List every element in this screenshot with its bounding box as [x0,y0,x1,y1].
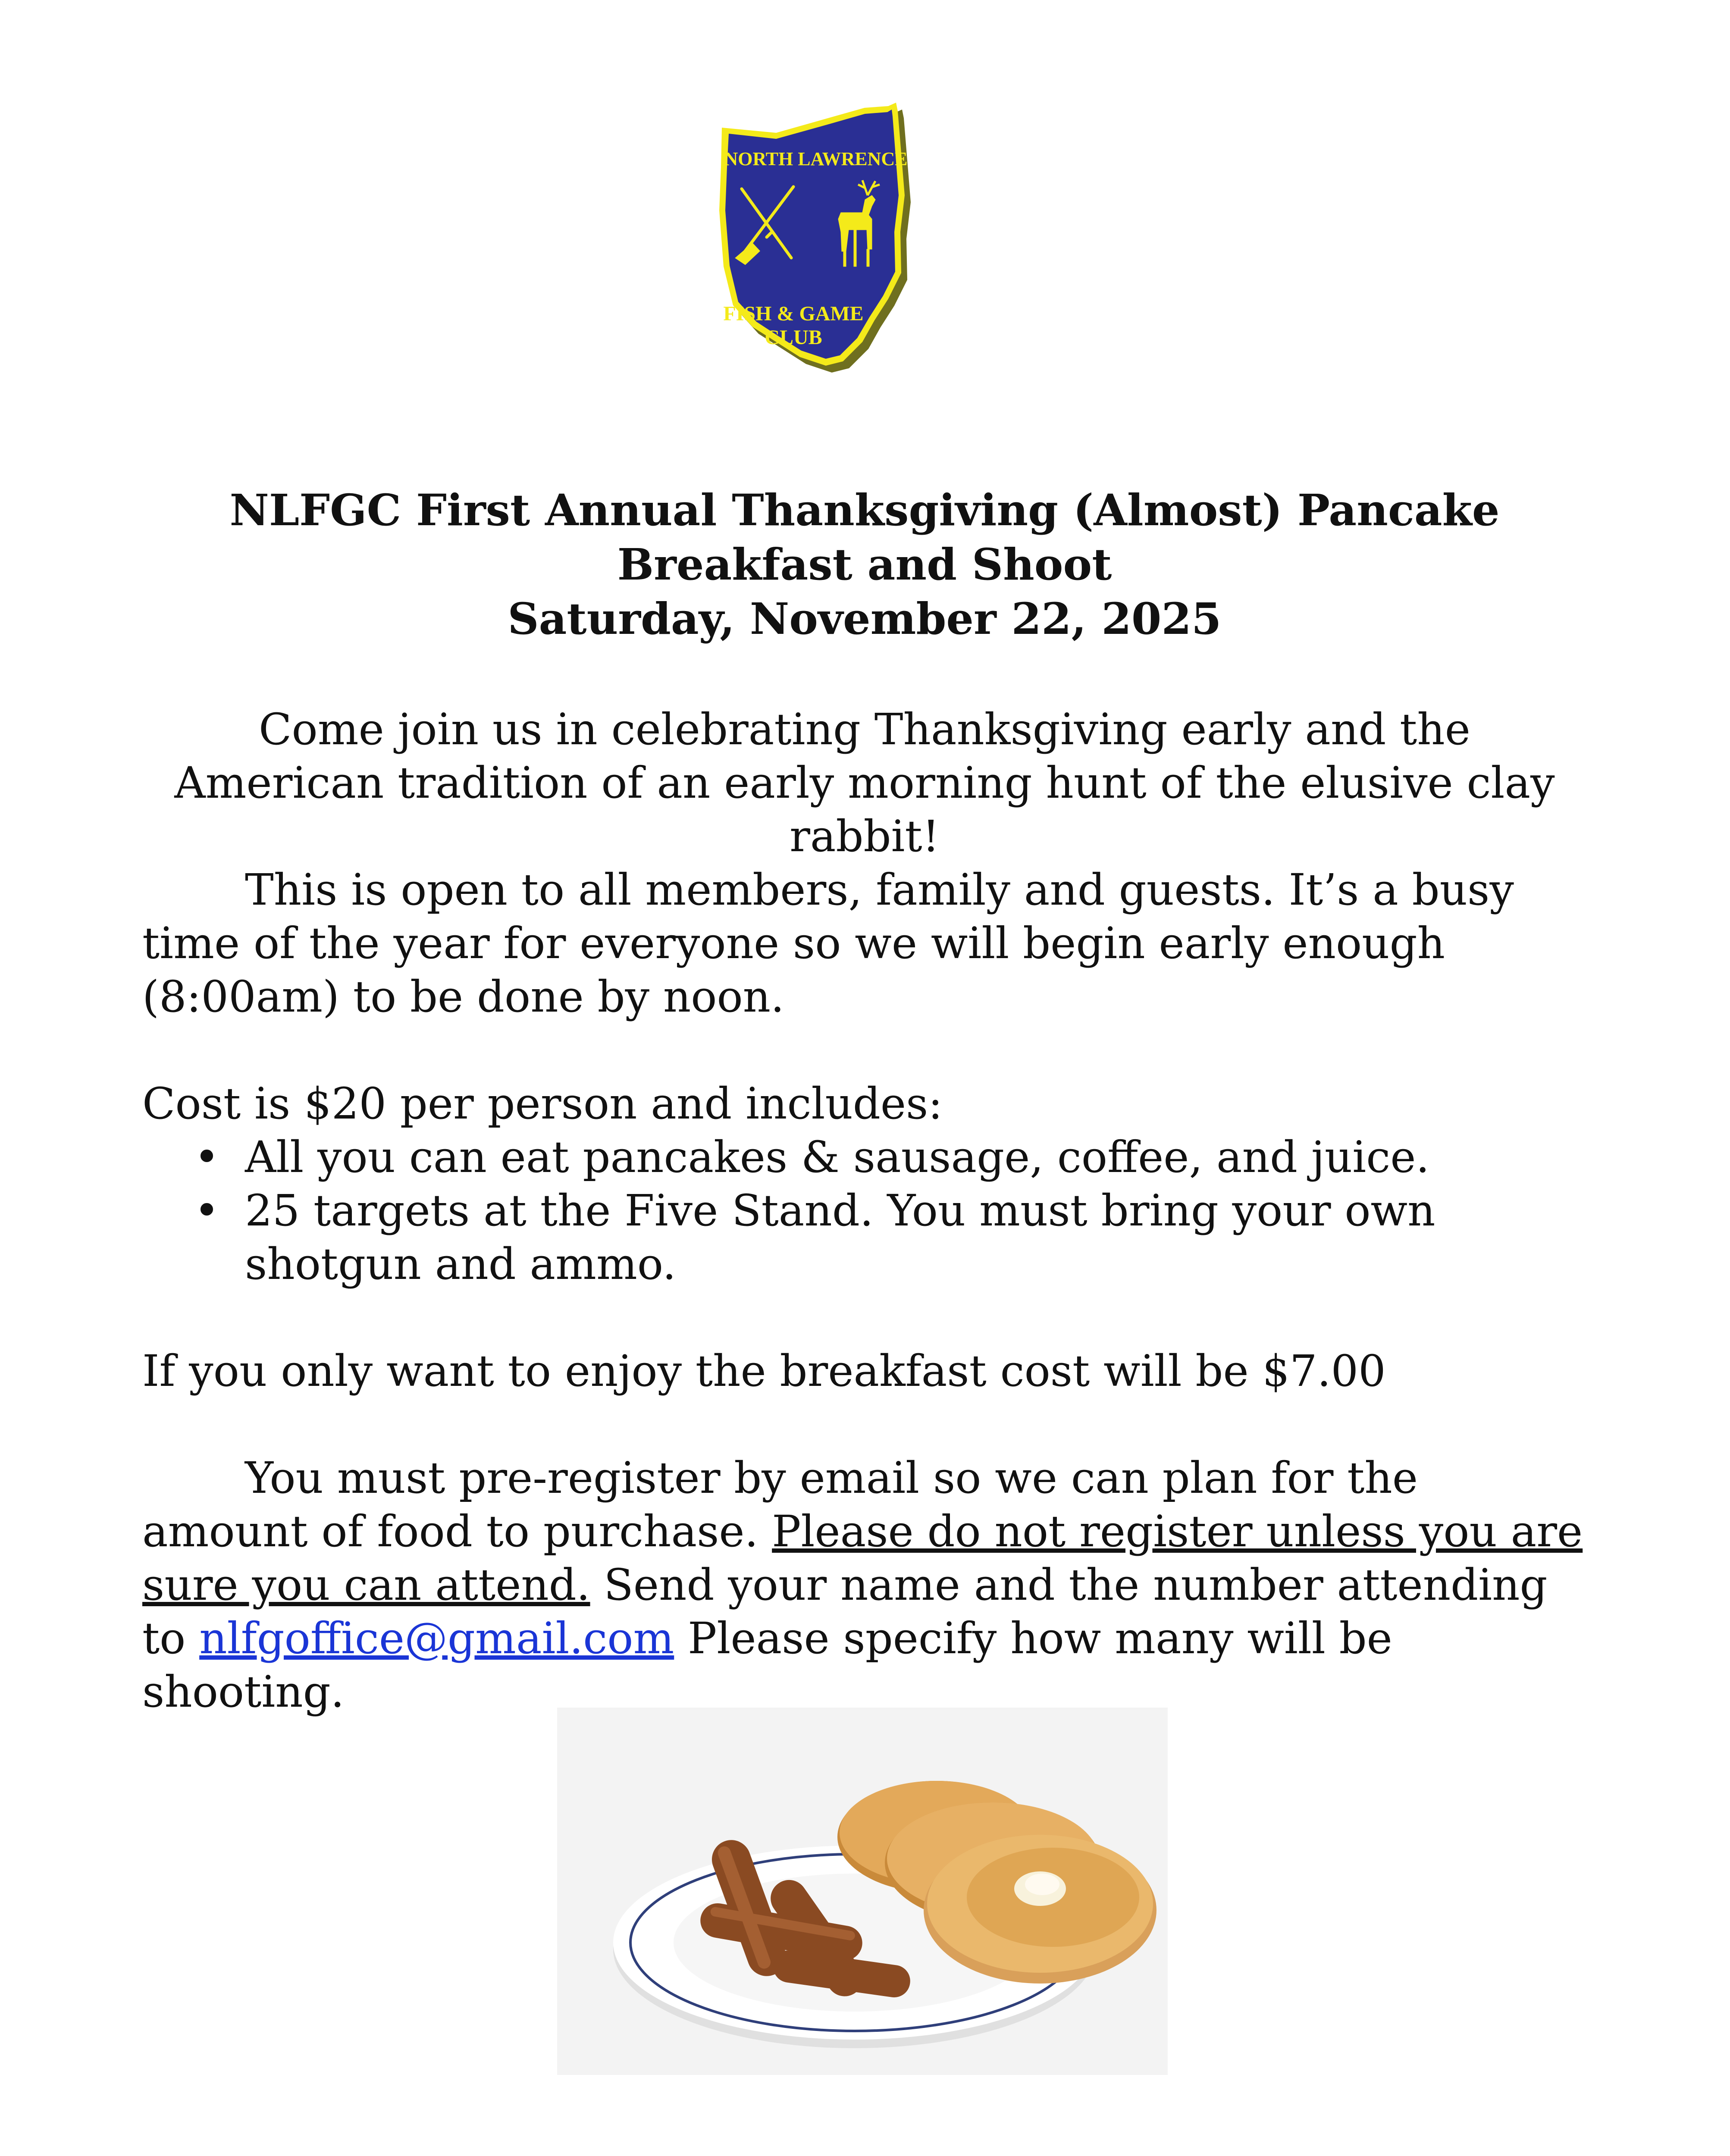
list-item [194,1184,1587,1291]
email-link[interactable]: nlfgoffice@gmail.com [199,1613,674,1664]
registration-paragraph [142,1451,1587,1719]
register-text-2: Send your name and the number attending to [142,1560,1548,1664]
pancakes-and-sausage-illustration [557,1708,1168,2075]
title-line-1: NLFGC First Annual Thanksgiving (Almost) Pancake [229,485,1500,536]
logo-text-north-lawrence: NORTH LAWRENCE [724,148,908,169]
club-logo [711,103,1018,430]
event-title [142,483,1587,646]
intro-line-1: Come join us in celebrating Thanksgiving early and the [259,704,1470,755]
logo-text-fish-game: FISH & GAME [723,302,864,325]
pancake-breakfast-image [557,1708,1168,2075]
title-line-2: Breakfast and Shoot [617,539,1112,590]
open-to-all-paragraph: This is open to all members, family and guests. It’s a busy time of the year for everyone so we will begin early enough (8:00am) to be done by noon. [142,865,1514,1022]
register-text-1: You must pre-register by email so we can plan for the amount of food to purchase. [142,1453,1418,1557]
list-item [194,1131,1587,1184]
intro-line-2: American tradition of an early morning hunt of the elusive clay [174,758,1555,808]
bullet-icon: • [194,1185,219,1236]
bullet-icon: • [194,1132,219,1182]
cost-includes-list [142,1131,1587,1291]
list-item-text: All you can eat pancakes & sausage, coffee, and juice. [245,1132,1430,1182]
register-text-3: Please specify how many will be shooting. [142,1613,1392,1717]
list-item-text: 25 targets at the Five Stand. You must bring your own shotgun and ammo. [245,1185,1435,1289]
title-date: Saturday, November 22, 2025 [508,593,1222,644]
ohio-state-logo-graphic [711,103,1018,430]
logo-text-club: CLUB [765,326,822,349]
cost-lead: Cost is $20 per person and includes: [142,1078,943,1129]
breakfast-only-cost: If you only want to enjoy the breakfast cost will be $7.00 [142,1346,1386,1396]
flyer-body [142,703,1587,1719]
register-warning: Please do not register unless you are sure you can attend. [142,1506,1583,1610]
intro-line-3: rabbit! [790,811,940,862]
